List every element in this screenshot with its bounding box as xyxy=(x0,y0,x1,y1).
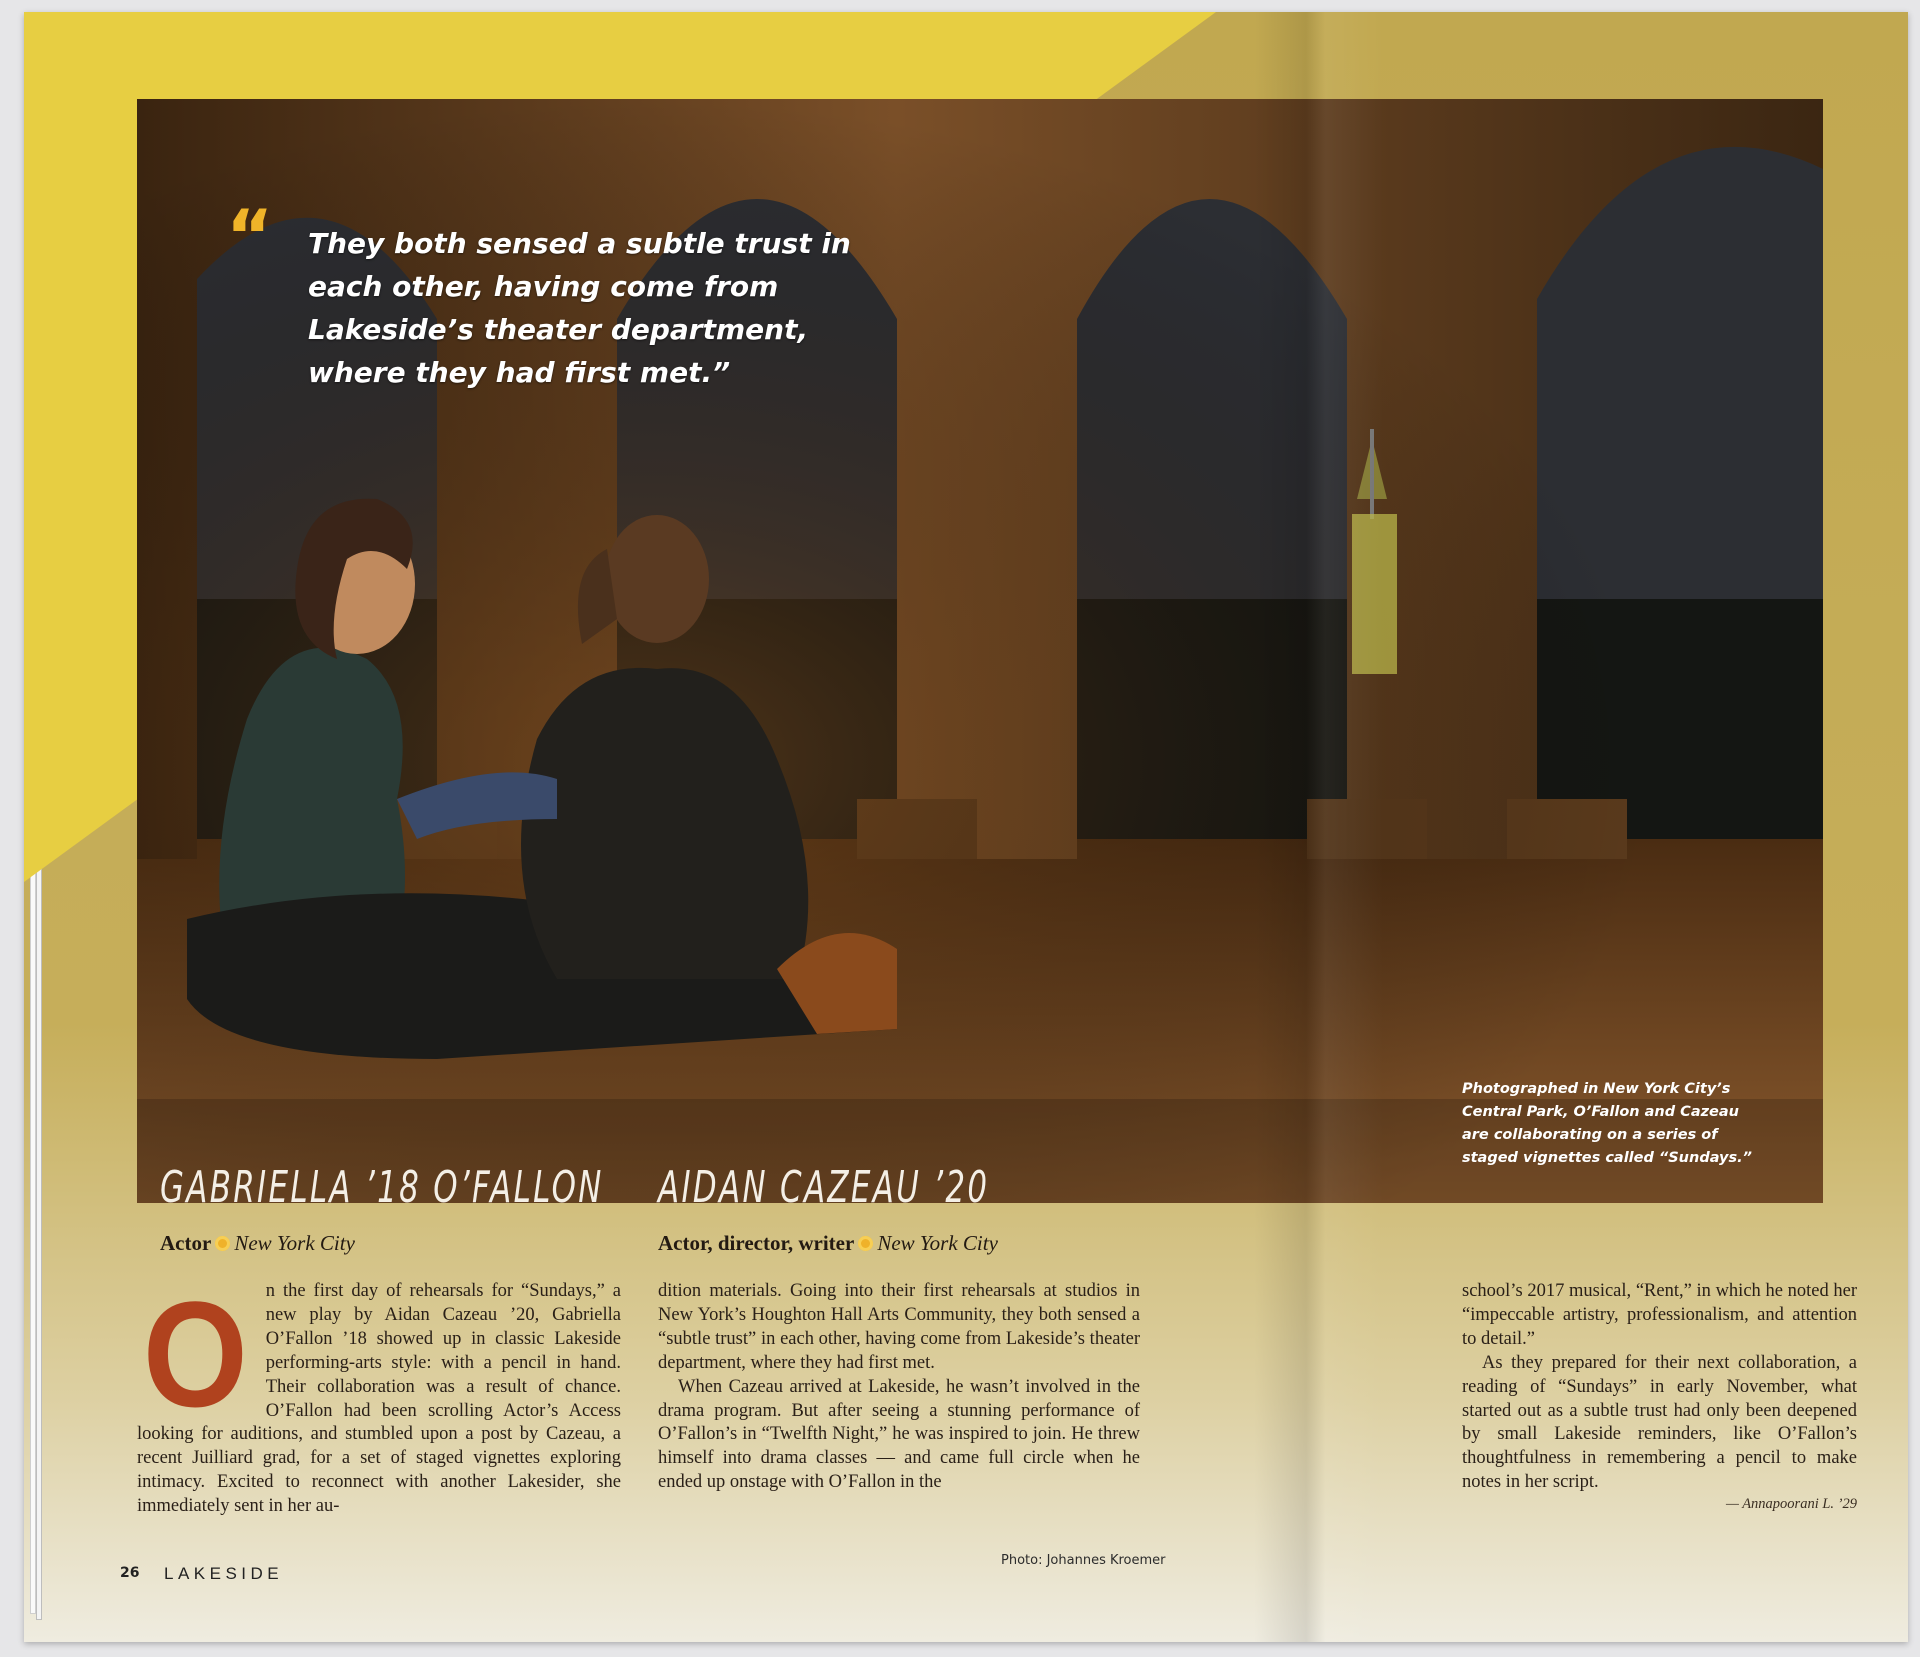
pull-quote: They both sensed a subtle trust in each other, having come from Lakeside’s theater department, where they had first met.” xyxy=(308,227,851,389)
role-title: Actor xyxy=(160,1231,212,1255)
drop-cap: O xyxy=(142,1270,248,1438)
magazine-name: LAKESIDE xyxy=(164,1564,284,1583)
article-paragraph: dition materials. Going into their first rehearsals at studios in New York’s Houghton Hall Arts Community, they both sensed a “subtle trust” in each other, having come from Lakeside’s theater department, where they had first met. xyxy=(658,1281,1140,1373)
profile-name-cazeau: AIDAN CAZEAU ’20 xyxy=(658,1162,990,1213)
article-paragraph: n the first day of rehearsals for “Sundays,” a new play by Aidan Cazeau ’20, Gabriella O’Fallon ’18 showed up in classic Lakeside performing-arts style: with a pencil in hand. Their collaboration was a result of chance. O’Fallon had been scrolling Actor’s Access looking for auditions, and stumbled upon a post by Cazeau, a recent Juilliard grad, for a set of staged vignettes exploring intimacy. Excited to reconnect with another Lakesider, she immediately sent in her au- xyxy=(137,1281,621,1517)
page-number: 26 xyxy=(120,1565,140,1581)
bullet-icon xyxy=(858,1236,873,1251)
profile-role-cazeau xyxy=(658,1231,998,1256)
article-paragraph: As they prepared for their next collaboration, a reading of “Sundays” in early November, what started out as a subtle trust had only been deepened by small Lakeside reminders, like O’Fallon’s thoughtfulness in remembering a pencil to make notes in her script. xyxy=(1462,1352,1857,1493)
article-column-3 xyxy=(1462,1280,1857,1495)
magazine-spread xyxy=(24,12,1908,1642)
role-title: Actor, director, writer xyxy=(658,1231,855,1255)
role-city: New York City xyxy=(877,1231,998,1255)
role-city: New York City xyxy=(234,1231,355,1255)
photo-credit: Photo: Johannes Kroemer xyxy=(1001,1553,1166,1568)
article-column-2 xyxy=(658,1280,1140,1495)
quote-mark-icon: “ xyxy=(226,194,274,278)
bullet-icon xyxy=(215,1236,230,1251)
profile-role-ofallon xyxy=(160,1231,355,1256)
article-paragraph: school’s 2017 musical, “Rent,” in which he noted her “impeccable artistry, professionalism, and attention to detail.” xyxy=(1462,1281,1857,1349)
profile-name-ofallon: GABRIELLA ’18 O’FALLON xyxy=(160,1162,604,1213)
article-paragraph: When Cazeau arrived at Lakeside, he wasn’t involved in the drama program. But after seeing a stunning performance of O’Fallon’s in “Twelfth Night,” he was inspired to join. He threw himself into drama classes — and came full circle when he ended up onstage with O’Fallon in the xyxy=(658,1376,1140,1493)
author-signature: — Annapoorani L. ’29 xyxy=(1725,1496,1857,1512)
photo-caption: Photographed in New York City’s Central Park, O’Fallon and Cazeau are collaborating on a series of staged vignettes called “Sundays.” xyxy=(1462,1081,1752,1166)
article-column-1 xyxy=(137,1270,621,1519)
